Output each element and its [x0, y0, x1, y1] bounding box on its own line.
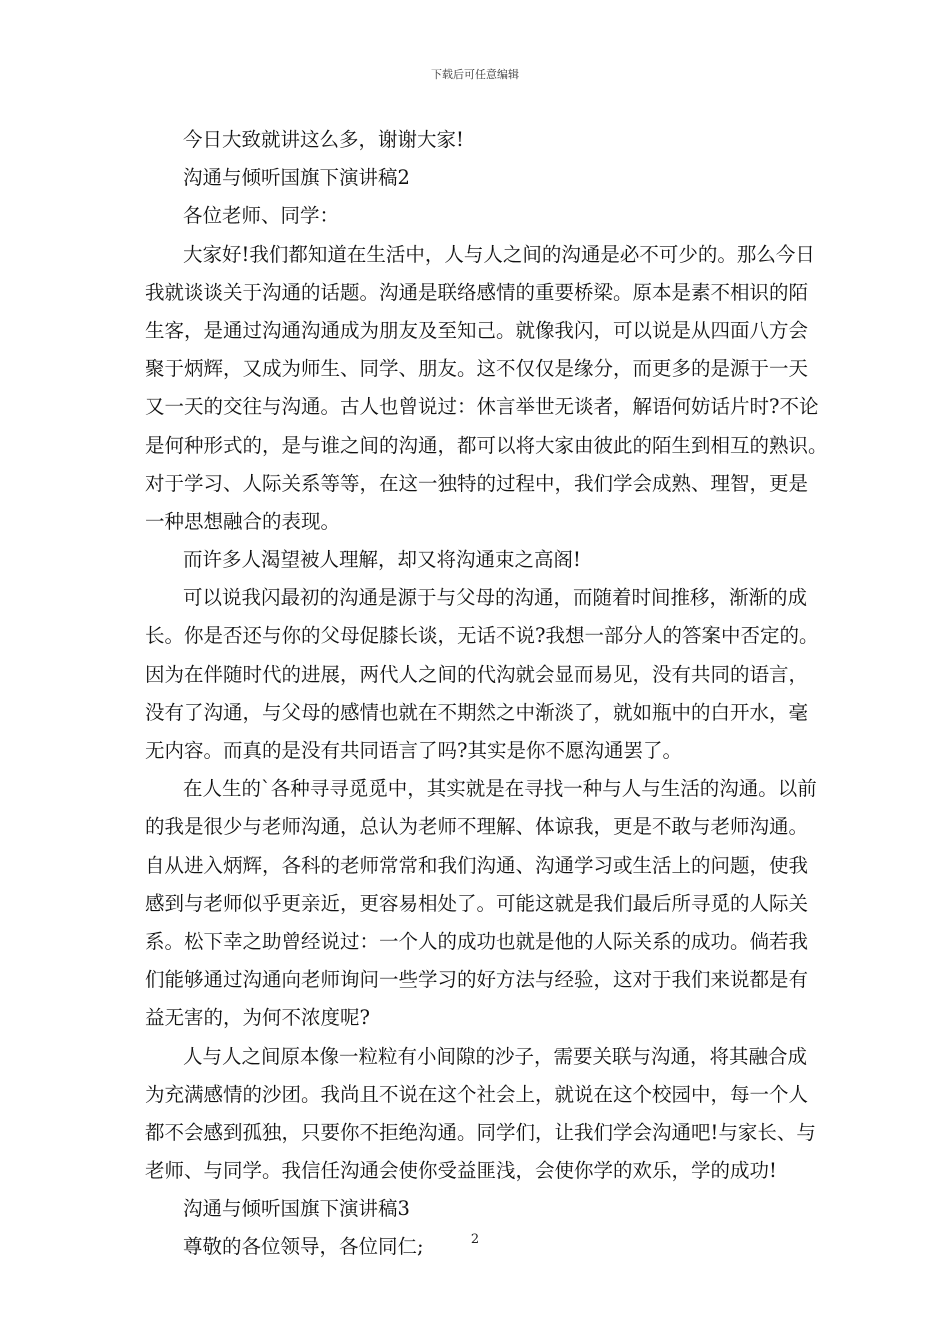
text-line: 今日大致就讲这么多，谢谢大家! [183, 128, 464, 151]
text-line: 因为在伴随时代的进展，两代人之间的代沟就会显而易见，没有共同的语言， [145, 662, 809, 686]
text-line: 可以说我闪最初的沟通是源于与父母的沟通，而随着时间推移，渐渐的成 [183, 586, 808, 610]
section-title: 沟通与倾听国旗下演讲稿3 [183, 1197, 410, 1221]
text-line: 又一天的交往与沟通。古人也曾说过：休言举世无谈者，解语何妨话片时?不论 [145, 395, 819, 419]
text-line: 自从进入炳辉，各科的老师常常和我们沟通、沟通学习或生活上的问题，使我 [145, 853, 809, 877]
text-line: 益无害的，为何不浓度呢? [145, 1006, 370, 1030]
header-note: 下载后可任意编辑 [431, 68, 519, 81]
text-line: 系。松下幸之助曾经说过：一个人的成功也就是他的人际关系的成功。倘若我 [145, 929, 809, 953]
text-line: 都不会感到孤独，只要你不拒绝沟通。同学们，让我们学会沟通吧!与家长、与 [145, 1120, 816, 1144]
text-line: 我就谈谈关于沟通的话题。沟通是联络感情的重要桥梁。原本是素不相识的陌 [145, 280, 809, 304]
document-body [145, 121, 828, 1267]
section-title: 沟通与倾听国旗下演讲稿2 [183, 166, 410, 190]
text-line: 感到与老师似乎更亲近，更容易相处了。可能这就是我们最后所寻觅的人际关 [145, 891, 809, 915]
salutation: 各位老师、同学： [183, 204, 340, 228]
text-line: 大家好!我们都知道在生活中，人与人之间的沟通是必不可少的。那么今日 [183, 242, 815, 266]
page-number: 2 [470, 1232, 480, 1247]
text-line: 在人生的`各种寻寻觅觅中，其实就是在寻找一种与人与生活的沟通。以前 [183, 777, 817, 801]
text-line: 对于学习、人际关系等等，在这一独特的过程中，我们学会成熟、理智，更是 [145, 471, 809, 495]
text-line: 长。你是否还与你的父母促膝长谈，无话不说?我想一部分人的答案中否定的。 [145, 624, 819, 648]
text-line: 无内容。而真的是没有共同语言了吗?其实是你不愿沟通罢了。 [145, 739, 682, 762]
text-line: 而许多人渴望被人理解，却又将沟通束之高阁! [183, 548, 581, 572]
text-line: 一种思想融合的表现。 [145, 509, 341, 533]
text-line: 老师、与同学。我信任沟通会使你受益匪浅，会使你学的欢乐，学的成功! [145, 1159, 777, 1183]
text-line: 们能够通过沟通向老师询问一些学习的好方法与经验，这对于我们来说都是有 [145, 968, 809, 992]
text-line: 没有了沟通，与父母的感情也就在不期然之中渐淡了，就如瓶中的白开水，毫 [145, 700, 809, 724]
salutation: 尊敬的各位领导，各位同仁; [183, 1235, 424, 1259]
text-line: 为充满感情的沙团。我尚且不说在这个社会上，就说在这个校园中，每一个人 [145, 1082, 809, 1106]
text-line: 生客，是通过沟通沟通成为朋友及至知己。就像我闪，可以说是从四面八方会 [145, 318, 809, 342]
text-line: 是何种形式的，是与谁之间的沟通，都可以将大家由彼此的陌生到相互的熟识。 [145, 433, 828, 457]
text-line: 聚于炳辉，又成为师生、同学、朋友。这不仅仅是缘分，而更多的是源于一天 [145, 357, 809, 381]
text-line: 人与人之间原本像一粒粒有小间隙的沙子，需要关联与沟通，将其融合成 [183, 1044, 808, 1068]
text-line: 的我是很少与老师沟通，总认为老师不理解、体谅我，更是不敢与老师沟通。 [145, 815, 809, 839]
